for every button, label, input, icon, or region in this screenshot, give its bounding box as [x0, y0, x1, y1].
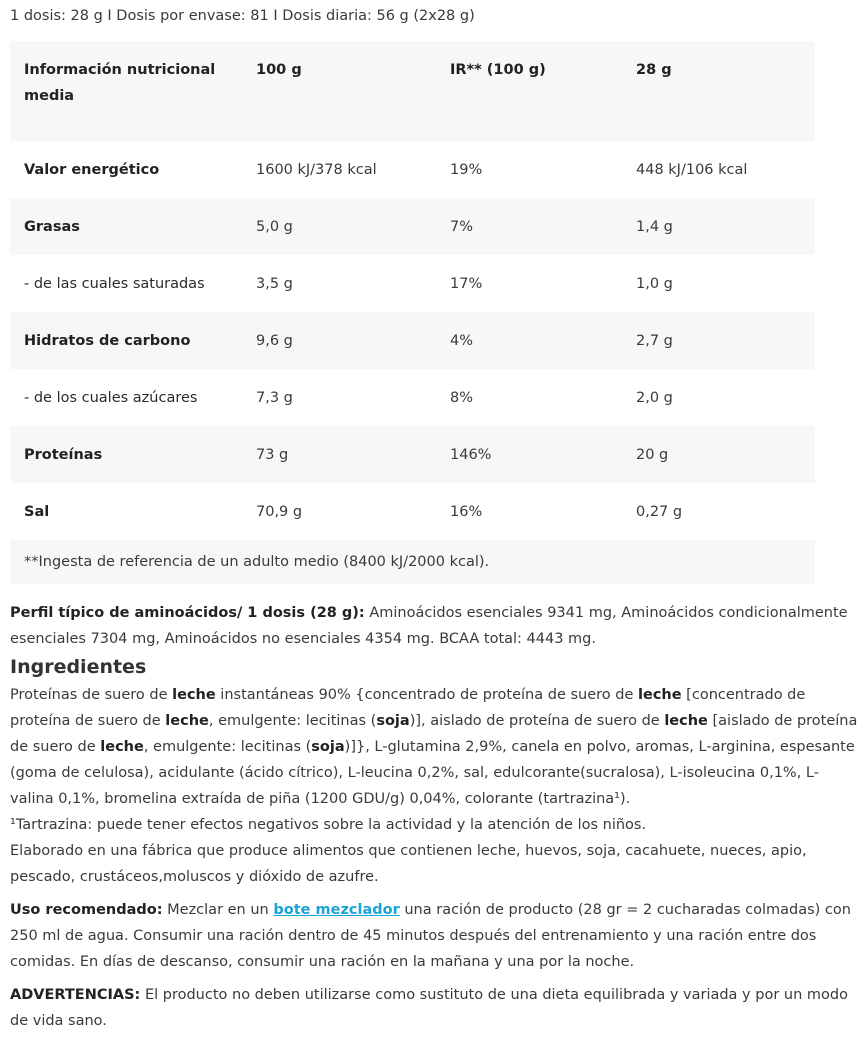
- row-ir: 16%: [450, 503, 483, 520]
- ingredient-text-segment: Proteínas de suero de: [10, 687, 173, 703]
- amino-profile-label: Perfil típico de aminoácidos/ 1 dosis (28 g):: [10, 605, 365, 621]
- row-per100: 1600 kJ/378 kcal: [256, 161, 377, 178]
- ingredient-text-segment: [aislado de proteína de suero de: [10, 713, 858, 755]
- warnings-text: El producto no deben utilizarse como sustituto de una dieta equilibrada y variada y por un modo de vida sano.: [10, 987, 848, 1029]
- header-per-100g: 100 g: [242, 41, 436, 141]
- usage-before-link: Mezclar en un: [162, 902, 274, 918]
- mixer-bottle-link[interactable]: bote mezclador: [273, 902, 400, 918]
- row-per28: 2,0 g: [636, 389, 673, 406]
- ingredient-text-segment: instantáneas 90% {concentrado de proteína de suero de: [215, 687, 639, 703]
- table-row: [10, 255, 815, 312]
- amino-profile: [10, 600, 858, 652]
- ingredient-text-segment: )]}, L-glutamina 2,9%, canela en polvo, aromas, L-arginina, espesante (goma de celulosa), acidulante (ácido cítrico), L-leucina 0,2%, sal, edulcorante(sucralosa), L-isoleucina 0,1%, L-valina 0,1%, bromelina extraída de piña (1200 GDU/g) 0,04%, colorante (tartrazina¹).: [10, 739, 855, 807]
- allergen-highlight: leche: [165, 713, 209, 729]
- header-ir: IR** (100 g): [436, 41, 622, 141]
- allergen-highlight: leche: [638, 687, 682, 703]
- row-label: Grasas: [10, 198, 242, 255]
- allergen-highlight: leche: [664, 713, 708, 729]
- table-footnote: **Ingesta de referencia de un adulto medio (8400 kJ/2000 kcal).: [10, 540, 815, 584]
- row-per100: 5,0 g: [242, 198, 436, 255]
- tartrazina-note: ¹Tartrazina: puede tener efectos negativos sobre la actividad y la atención de los niños.: [10, 817, 647, 833]
- usage-after-link: una ración de producto (28 gr = 2 cucharadas colmadas) con 250 ml de agua. Consumir una ración dentro de 45 minutos después del entrenamiento y una ración entre dos comidas. En días de descanso, consumir una ración en la mañana y una por la noche.: [10, 902, 851, 970]
- table-row: [10, 141, 815, 198]
- row-ir: 19%: [450, 161, 483, 178]
- row-per100: 70,9 g: [256, 503, 303, 520]
- allergen-highlight: leche: [100, 739, 144, 755]
- product-details: [10, 600, 858, 1034]
- ingredient-text-segment: , emulgente: lecitinas (: [143, 739, 312, 755]
- row-per28: 1,0 g: [636, 275, 673, 292]
- ingredient-text-segment: , emulgente: lecitinas (: [208, 713, 377, 729]
- row-per100: 3,5 g: [256, 275, 293, 292]
- row-per28: 2,7 g: [622, 312, 815, 369]
- ingredient-text-segment: [concentrado de proteína de suero de: [10, 687, 806, 729]
- warnings-paragraph: [10, 982, 858, 1034]
- header-per-28g: 28 g: [622, 41, 815, 141]
- ingredients-text: [10, 682, 858, 812]
- row-ir: 146%: [436, 426, 622, 483]
- usage-label: Uso recomendado:: [10, 902, 163, 918]
- row-per28: 1,4 g: [622, 198, 815, 255]
- ingredient-text-segment: )], aislado de proteína de suero de: [409, 713, 665, 729]
- row-label: Hidratos de carbono: [10, 312, 242, 369]
- row-label: - de los cuales azúcares: [24, 389, 198, 406]
- table-row: [10, 426, 815, 483]
- table-row: [10, 312, 815, 369]
- allergen-highlight: soja: [311, 739, 345, 755]
- allergen-highlight: leche: [172, 687, 216, 703]
- table-row: [10, 483, 815, 540]
- header-nutrition-info: Información nutricional media: [10, 41, 242, 141]
- dose-info: 1 dosis: 28 g I Dosis por envase: 81 I Dosis diaria: 56 g (2x28 g): [10, 8, 475, 24]
- nutrition-table: [10, 41, 815, 584]
- table-footnote-row: [10, 540, 815, 584]
- row-label: Proteínas: [10, 426, 242, 483]
- warnings-label: ADVERTENCIAS:: [10, 987, 141, 1003]
- row-per100: 73 g: [242, 426, 436, 483]
- row-label: - de las cuales saturadas: [24, 275, 205, 292]
- row-per28: 0,27 g: [636, 503, 683, 520]
- allergen-highlight: soja: [376, 713, 410, 729]
- row-ir: 17%: [450, 275, 483, 292]
- row-per28: 20 g: [622, 426, 815, 483]
- table-header-row: [10, 41, 815, 141]
- row-label: Valor energético: [24, 161, 160, 178]
- amino-profile-text: Aminoácidos esenciales 9341 mg, Aminoácidos condicionalmente esenciales 7304 mg, Aminoácidos no esenciales 4354 mg. BCAA total: 4443 mg.: [10, 605, 848, 647]
- row-label: Sal: [24, 503, 50, 520]
- row-per100: 7,3 g: [256, 389, 293, 406]
- row-ir: 8%: [450, 389, 474, 406]
- row-ir: 4%: [436, 312, 622, 369]
- table-row: [10, 198, 815, 255]
- row-per28: 448 kJ/106 kcal: [636, 161, 748, 178]
- usage-paragraph: [10, 897, 858, 975]
- allergen-note: Elaborado en una fábrica que produce alimentos que contienen leche, huevos, soja, cacahuete, nueces, apio, pescado, crustáceos,moluscos y dióxido de azufre.: [10, 843, 807, 885]
- row-ir: 7%: [436, 198, 622, 255]
- ingredients-heading: Ingredientes: [10, 656, 147, 678]
- row-per100: 9,6 g: [242, 312, 436, 369]
- table-row: [10, 369, 815, 426]
